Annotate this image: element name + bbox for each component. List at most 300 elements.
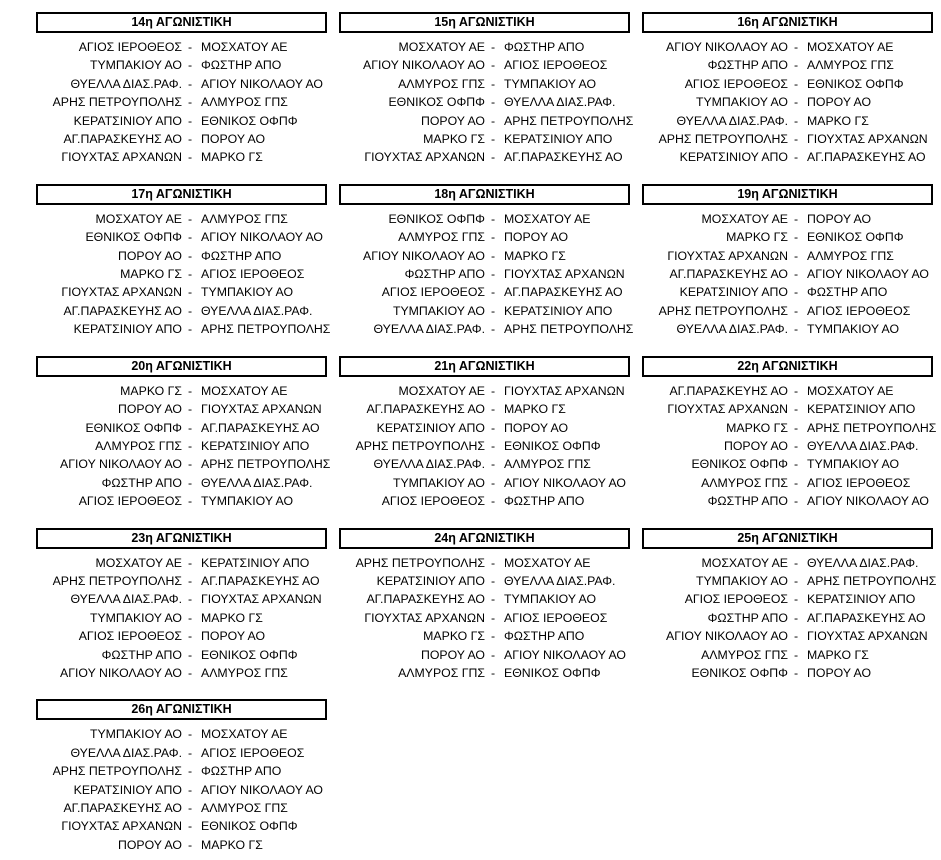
home-team: ΕΘΝΙΚΟΣ ΟΦΠΦ [388,211,485,226]
round-header [36,184,327,205]
round-title: 14η ΑΓΩΝΙΣΤΙΚΗ [131,15,232,29]
home-team: ΑΓ.ΠΑΡΑΣΚΕΥΗΣ ΑΟ [366,592,485,607]
home-team: ΦΩΣΤΗΡ ΑΠΟ [707,610,788,625]
match-row [339,419,630,437]
round-header [36,528,327,549]
home-team: ΑΓ.ΠΑΡΑΣΚΕΥΗΣ ΑΟ [669,383,788,398]
home-team: ΑΛΜΥΡΟΣ ΓΠΣ [398,230,485,245]
away-team: ΕΘΝΙΚΟΣ ΟΦΠΦ [807,76,904,91]
match-row [339,400,630,418]
home-team: ΘΥΕΛΛΑ ΔΙΑΣ.ΡΑΦ. [676,322,788,337]
away-team: ΑΓΙΟΣ ΙΕΡΟΘΕΟΣ [201,745,305,760]
match-row [339,148,630,166]
match-row [36,56,327,74]
home-team: ΑΡΗΣ ΠΕΤΡΟΥΠΟΛΗΣ [52,95,182,110]
home-team: ΑΓΙΟΥ ΝΙΚΟΛΑΟΥ ΑΟ [60,665,182,680]
match-row [339,283,630,301]
away-team: ΘΥΕΛΛΑ ΔΙΑΣ.ΡΑΦ. [201,303,313,318]
separator-dash: - [490,76,496,91]
match-row [36,572,327,590]
home-team: ΑΓΙΟΣ ΙΕΡΟΘΕΟΣ [684,592,788,607]
separator-dash: - [490,58,496,73]
away-team: ΠΟΡΟΥ ΑΟ [807,665,872,680]
away-team: ΕΘΝΙΚΟΣ ΟΦΠΦ [201,113,298,128]
away-team: ΠΟΡΟΥ ΑΟ [201,132,266,147]
home-team: ΑΡΗΣ ΠΕΤΡΟΥΠΟΛΗΣ [658,132,788,147]
match-row [642,437,933,455]
home-team: ΑΓΙΟΥ ΝΙΚΟΛΑΟΥ ΑΟ [666,40,788,54]
round-matches [36,554,327,683]
separator-dash: - [490,420,496,435]
separator-dash: - [490,555,496,570]
round-title: 17η ΑΓΩΝΙΣΤΙΚΗ [131,186,232,201]
home-team: ΦΩΣΤΗΡ ΑΠΟ [707,58,788,73]
round-card [339,356,630,511]
away-team: ΚΕΡΑΤΣΙΝΙΟΥ ΑΠΟ [807,592,916,607]
separator-dash: - [187,40,193,54]
home-team: ΓΙΟΥΧΤΑΣ ΑΡΧΑΝΩΝ [61,819,182,834]
match-row [642,590,933,608]
separator-dash: - [187,150,193,165]
home-team: ΠΟΡΟΥ ΑΟ [117,837,182,852]
round-matches [339,38,634,167]
match-row [36,762,327,780]
home-team: ΓΙΟΥΧΤΑΣ ΑΡΧΑΝΩΝ [667,248,788,263]
separator-dash: - [490,629,496,644]
match-row [36,474,327,492]
home-team: ΑΓΙΟΣ ΙΕΡΟΘΕΟΣ [78,629,182,644]
separator-dash: - [793,457,799,472]
away-team: ΤΥΜΠΑΚΙΟΥ ΑΟ [201,494,294,509]
round-card [339,12,634,167]
home-team: ΑΛΜΥΡΟΣ ΓΠΣ [701,647,788,662]
home-team: ΑΓ.ΠΑΡΑΣΚΕΥΗΣ ΑΟ [366,402,485,417]
match-row [339,247,630,265]
away-team: ΜΑΡΚΟ ΓΣ [201,150,263,165]
home-team: ΑΡΗΣ ΠΕΤΡΟΥΠΟΛΗΣ [52,764,182,779]
separator-dash: - [187,475,193,490]
away-team: ΠΟΡΟΥ ΑΟ [504,230,569,245]
separator-dash: - [490,230,496,245]
round-card [36,356,331,511]
away-team: ΤΥΜΠΑΚΙΟΥ ΑΟ [201,285,294,300]
home-team: ΜΑΡΚΟ ΓΣ [726,230,788,245]
separator-dash: - [187,383,193,398]
match-row [339,38,630,56]
match-row [642,627,933,645]
match-row [339,75,630,93]
match-row [642,210,933,228]
round-matches [36,382,331,511]
round-title: 19η ΑΓΩΝΙΣΤΙΚΗ [737,186,838,201]
match-row [642,247,933,265]
round-header [642,12,933,33]
separator-dash: - [490,592,496,607]
home-team: ΜΑΡΚΟ ΓΣ [423,132,485,147]
round-title: 24η ΑΓΩΝΙΣΤΙΚΗ [434,530,535,545]
home-team: ΑΓΙΟΣ ΙΕΡΟΘΕΟΣ [381,285,485,300]
match-row [339,302,630,320]
away-team: ΑΛΜΥΡΟΣ ΓΠΣ [201,665,288,680]
separator-dash: - [793,58,799,73]
away-team: ΑΡΗΣ ΠΕΤΡΟΥΠΟΛΗΣ [201,322,331,337]
away-team: ΑΛΜΥΡΟΣ ΓΠΣ [807,58,894,73]
away-team: ΑΡΗΣ ΠΕΤΡΟΥΠΟΛΗΣ [504,113,634,128]
match-row [339,554,630,572]
home-team: ΠΟΡΟΥ ΑΟ [723,438,788,453]
separator-dash: - [490,40,496,54]
match-row [642,400,933,418]
match-row [36,609,327,627]
home-team: ΑΓΙΟΣ ΙΕΡΟΘΕΟΣ [684,76,788,91]
home-team: ΠΟΡΟΥ ΑΟ [117,402,182,417]
home-team: ΑΓΙΟΥ ΝΙΚΟΛΑΟΥ ΑΟ [60,457,182,472]
home-team: ΤΥΜΠΑΚΙΟΥ ΑΟ [392,303,485,318]
away-team: ΘΥΕΛΛΑ ΔΙΑΣ.ΡΑΦ. [201,475,313,490]
separator-dash: - [187,573,193,588]
match-row [642,265,933,283]
round-header [36,699,327,720]
separator-dash: - [793,267,799,282]
match-row [642,112,933,130]
separator-dash: - [793,230,799,245]
round-title: 16η ΑΓΩΝΙΣΤΙΚΗ [737,15,838,29]
separator-dash: - [187,837,193,852]
home-team: ΓΙΟΥΧΤΑΣ ΑΡΧΑΝΩΝ [364,610,485,625]
separator-dash: - [490,322,496,337]
away-team: ΑΡΗΣ ΠΕΤΡΟΥΠΟΛΗΣ [807,420,937,435]
home-team: ΜΑΡΚΟ ΓΣ [726,420,788,435]
home-team: ΜΑΡΚΟ ΓΣ [120,267,182,282]
match-row [36,437,327,455]
match-row [642,38,933,56]
home-team: ΓΙΟΥΧΤΑΣ ΑΡΧΑΝΩΝ [364,150,485,165]
away-team: ΑΓΙΟΥ ΝΙΚΟΛΑΟΥ ΑΟ [807,494,929,509]
home-team: ΑΓΙΟΣ ΙΕΡΟΘΕΟΣ [78,494,182,509]
home-team: ΑΓΙΟΣ ΙΕΡΟΘΕΟΣ [381,494,485,509]
match-row [642,320,933,338]
match-row [339,664,630,682]
home-team: ΕΘΝΙΚΟΣ ΟΦΠΦ [85,230,182,245]
match-row [339,609,630,627]
away-team: ΓΙΟΥΧΤΑΣ ΑΡΧΑΝΩΝ [504,267,625,282]
round-title: 15η ΑΓΩΝΙΣΤΙΚΗ [434,15,535,29]
match-row [339,265,630,283]
home-team: ΜΑΡΚΟ ΓΣ [120,383,182,398]
away-team: ΑΓ.ΠΑΡΑΣΚΕΥΗΣ ΑΟ [807,150,926,165]
home-team: ΚΕΡΑΤΣΙΝΙΟΥ ΑΠΟ [73,322,182,337]
home-team: ΘΥΕΛΛΑ ΔΙΑΣ.ΡΑΦ. [373,322,485,337]
separator-dash: - [187,322,193,337]
separator-dash: - [187,248,193,263]
away-team: ΘΥΕΛΛΑ ΔΙΑΣ.ΡΑΦ. [504,95,616,110]
away-team: ΠΟΡΟΥ ΑΟ [807,211,872,226]
away-team: ΜΟΣΧΑΤΟΥ ΑΕ [201,40,288,54]
round-title: 23η ΑΓΩΝΙΣΤΙΚΗ [131,530,232,545]
round-card [339,528,630,683]
match-row [36,210,327,228]
match-row [642,554,933,572]
separator-dash: - [490,113,496,128]
away-team: ΤΥΜΠΑΚΙΟΥ ΑΟ [807,457,900,472]
separator-dash: - [793,40,799,54]
separator-dash: - [793,113,799,128]
match-row [339,228,630,246]
round-matches [642,554,937,683]
home-team: ΘΥΕΛΛΑ ΔΙΑΣ.ΡΑΦ. [676,113,788,128]
separator-dash: - [490,402,496,417]
separator-dash: - [490,438,496,453]
home-team: ΘΥΕΛΛΑ ΔΙΑΣ.ΡΑΦ. [70,745,182,760]
match-row [36,419,327,437]
match-row [339,474,630,492]
home-team: ΕΘΝΙΚΟΣ ΟΦΠΦ [85,420,182,435]
away-team: ΑΓΙΟΣ ΙΕΡΟΘΕΟΣ [201,267,305,282]
separator-dash: - [793,647,799,662]
away-team: ΠΟΡΟΥ ΑΟ [504,420,569,435]
separator-dash: - [490,647,496,662]
match-row [642,93,933,111]
match-row [36,148,327,166]
home-team: ΤΥΜΠΑΚΙΟΥ ΑΟ [89,58,182,73]
home-team: ΕΘΝΙΚΟΣ ΟΦΠΦ [691,457,788,472]
home-team: ΦΩΣΤΗΡ ΑΠΟ [707,494,788,509]
match-row [36,382,327,400]
separator-dash: - [490,285,496,300]
separator-dash: - [490,267,496,282]
separator-dash: - [187,819,193,834]
separator-dash: - [187,745,193,760]
round-card [642,12,933,167]
away-team: ΓΙΟΥΧΤΑΣ ΑΡΧΑΝΩΝ [504,383,625,398]
match-row [36,228,327,246]
home-team: ΕΘΝΙΚΟΣ ΟΦΠΦ [388,95,485,110]
round-title: 18η ΑΓΩΝΙΣΤΙΚΗ [434,186,535,201]
round-title: 22η ΑΓΩΝΙΣΤΙΚΗ [737,358,838,373]
home-team: ΓΙΟΥΧΤΑΣ ΑΡΧΑΝΩΝ [61,150,182,165]
away-team: ΜΑΡΚΟ ΓΣ [807,113,869,128]
home-team: ΑΛΜΥΡΟΣ ΓΠΣ [398,76,485,91]
away-team: ΜΑΡΚΟ ΓΣ [201,610,263,625]
away-team: ΚΕΡΑΤΣΙΝΙΟΥ ΑΠΟ [201,555,310,570]
separator-dash: - [187,230,193,245]
separator-dash: - [490,150,496,165]
home-team: ΚΕΡΑΤΣΙΝΙΟΥ ΑΠΟ [73,113,182,128]
match-row [36,130,327,148]
separator-dash: - [187,95,193,110]
away-team: ΑΡΗΣ ΠΕΤΡΟΥΠΟΛΗΣ [504,322,634,337]
separator-dash: - [793,592,799,607]
away-team: ΦΩΣΤΗΡ ΑΠΟ [504,629,585,644]
separator-dash: - [187,610,193,625]
separator-dash: - [793,475,799,490]
away-team: ΘΥΕΛΛΑ ΔΙΑΣ.ΡΑΦ. [807,438,919,453]
home-team: ΚΕΡΑΤΣΙΝΙΟΥ ΑΠΟ [73,782,182,797]
match-row [339,130,630,148]
away-team: ΑΓΙΟΣ ΙΕΡΟΘΕΟΣ [504,610,608,625]
home-team: ΑΓΙΟΥ ΝΙΚΟΛΑΟΥ ΑΟ [666,629,788,644]
match-row [36,744,327,762]
separator-dash: - [187,727,193,742]
match-row [36,320,331,338]
away-team: ΑΓΙΟΣ ΙΕΡΟΘΕΟΣ [807,303,911,318]
home-team: ΑΡΗΣ ΠΕΤΡΟΥΠΟΛΗΣ [355,555,485,570]
away-team: ΑΡΗΣ ΠΕΤΡΟΥΠΟΛΗΣ [807,573,937,588]
home-team: ΠΟΡΟΥ ΑΟ [420,113,485,128]
home-team: ΘΥΕΛΛΑ ΔΙΑΣ.ΡΑΦ. [70,76,182,91]
separator-dash: - [793,211,799,226]
round-matches [339,382,630,511]
separator-dash: - [793,285,799,300]
match-row [642,283,933,301]
round-card [36,528,327,683]
match-row [36,817,327,835]
match-row [642,646,933,664]
separator-dash: - [793,573,799,588]
away-team: ΦΩΣΤΗΡ ΑΠΟ [504,40,585,54]
away-team: ΑΓΙΟΥ ΝΙΚΟΛΑΟΥ ΑΟ [807,267,929,282]
separator-dash: - [490,132,496,147]
round-header [642,184,933,205]
separator-dash: - [490,457,496,472]
home-team: ΦΩΣΤΗΡ ΑΠΟ [101,647,182,662]
match-row [36,75,327,93]
home-team: ΜΟΣΧΑΤΟΥ ΑΕ [701,211,788,226]
match-row [642,148,933,166]
home-team: ΑΡΗΣ ΠΕΤΡΟΥΠΟΛΗΣ [355,438,485,453]
match-row [642,130,933,148]
separator-dash: - [187,211,193,226]
away-team: ΕΘΝΙΚΟΣ ΟΦΠΦ [807,230,904,245]
away-team: ΜΑΡΚΟ ΓΣ [504,402,566,417]
away-team: ΜΟΣΧΑΤΟΥ ΑΕ [504,211,591,226]
separator-dash: - [490,494,496,509]
round-title: 25η ΑΓΩΝΙΣΤΙΚΗ [737,530,838,545]
away-team: ΚΕΡΑΤΣΙΝΙΟΥ ΑΠΟ [807,402,916,417]
match-row [36,492,327,510]
match-row [339,320,634,338]
separator-dash: - [490,610,496,625]
match-row [36,646,327,664]
match-row [339,382,630,400]
round-matches [642,210,933,339]
away-team: ΑΓΙΟΣ ΙΕΡΟΘΕΟΣ [504,58,608,73]
match-row [642,419,937,437]
away-team: ΕΘΝΙΚΟΣ ΟΦΠΦ [201,819,298,834]
match-row [642,382,933,400]
home-team: ΤΥΜΠΑΚΙΟΥ ΑΟ [89,610,182,625]
round-matches [36,38,327,167]
separator-dash: - [793,132,799,147]
match-row [642,474,933,492]
away-team: ΤΥΜΠΑΚΙΟΥ ΑΟ [504,592,597,607]
away-team: ΑΓ.ΠΑΡΑΣΚΕΥΗΣ ΑΟ [504,285,623,300]
home-team: ΑΓ.ΠΑΡΑΣΚΕΥΗΣ ΑΟ [63,303,182,318]
home-team: ΑΛΜΥΡΟΣ ΓΠΣ [701,475,788,490]
round-header [339,12,630,33]
away-team: ΚΕΡΑΤΣΙΝΙΟΥ ΑΠΟ [504,303,613,318]
separator-dash: - [187,303,193,318]
home-team: ΦΩΣΤΗΡ ΑΠΟ [101,475,182,490]
match-row [642,455,933,473]
away-team: ΜΟΣΧΑΤΟΥ ΑΕ [504,555,591,570]
separator-dash: - [793,322,799,337]
round-card [642,184,933,339]
separator-dash: - [187,494,193,509]
round-card [36,12,327,167]
home-team: ΤΥΜΠΑΚΙΟΥ ΑΟ [89,727,182,742]
home-team: ΚΕΡΑΤΣΙΝΙΟΥ ΑΠΟ [679,150,788,165]
separator-dash: - [793,555,799,570]
separator-dash: - [187,420,193,435]
away-team: ΦΩΣΤΗΡ ΑΠΟ [201,764,282,779]
home-team: ΚΕΡΑΤΣΙΝΙΟΥ ΑΠΟ [679,285,788,300]
separator-dash: - [490,665,496,680]
match-row [642,664,933,682]
separator-dash: - [187,76,193,91]
home-team: ΑΓ.ΠΑΡΑΣΚΕΥΗΣ ΑΟ [63,801,182,815]
away-team: ΜΑΡΚΟ ΓΣ [201,837,263,852]
home-team: ΓΙΟΥΧΤΑΣ ΑΡΧΑΝΩΝ [667,402,788,417]
home-team: ΤΥΜΠΑΚΙΟΥ ΑΟ [392,475,485,490]
home-team: ΑΓ.ΠΑΡΑΣΚΕΥΗΣ ΑΟ [63,132,182,147]
round-header [36,12,327,33]
away-team: ΑΓ.ΠΑΡΑΣΚΕΥΗΣ ΑΟ [504,150,623,165]
round-header [642,528,933,549]
separator-dash: - [187,402,193,417]
home-team: ΠΟΡΟΥ ΑΟ [117,248,182,263]
match-row [36,455,331,473]
home-team: ΚΕΡΑΤΣΙΝΙΟΥ ΑΠΟ [376,573,485,588]
home-team: ΕΘΝΙΚΟΣ ΟΦΠΦ [691,665,788,680]
away-team: ΦΩΣΤΗΡ ΑΠΟ [504,494,585,509]
home-team: ΦΩΣΤΗΡ ΑΠΟ [404,267,485,282]
separator-dash: - [187,285,193,300]
match-row [36,400,327,418]
separator-dash: - [490,303,496,318]
home-team: ΤΥΜΠΑΚΙΟΥ ΑΟ [695,573,788,588]
home-team: ΑΓ.ΠΑΡΑΣΚΕΥΗΣ ΑΟ [669,267,788,282]
away-team: ΚΕΡΑΤΣΙΝΙΟΥ ΑΠΟ [201,438,310,453]
round-card [642,528,937,683]
away-team: ΦΩΣΤΗΡ ΑΠΟ [201,58,282,73]
match-row [339,112,634,130]
match-row [642,228,933,246]
home-team: ΜΑΡΚΟ ΓΣ [423,629,485,644]
separator-dash: - [187,647,193,662]
separator-dash: - [490,248,496,263]
match-row [36,836,327,854]
away-team: ΚΕΡΑΤΣΙΝΙΟΥ ΑΠΟ [504,132,613,147]
home-team: ΓΙΟΥΧΤΑΣ ΑΡΧΑΝΩΝ [61,285,182,300]
away-team: ΑΛΜΥΡΟΣ ΓΠΣ [201,211,288,226]
round-matches [642,382,937,511]
round-matches [339,210,634,339]
match-row [36,112,327,130]
match-row [36,664,327,682]
match-row [642,75,933,93]
home-team: ΑΓΙΟΥ ΝΙΚΟΛΑΟΥ ΑΟ [363,248,485,263]
home-team: ΜΟΣΧΑΤΟΥ ΑΕ [95,211,182,226]
round-header [642,356,933,377]
match-row [339,646,630,664]
home-team: ΜΟΣΧΑΤΟΥ ΑΕ [398,40,485,54]
match-row [36,302,327,320]
away-team: ΜΑΡΚΟ ΓΣ [807,647,869,662]
away-team: ΜΟΣΧΑΤΟΥ ΑΕ [201,383,288,398]
away-team: ΑΓ.ΠΑΡΑΣΚΕΥΗΣ ΑΟ [201,573,320,588]
away-team: ΦΩΣΤΗΡ ΑΠΟ [807,285,888,300]
